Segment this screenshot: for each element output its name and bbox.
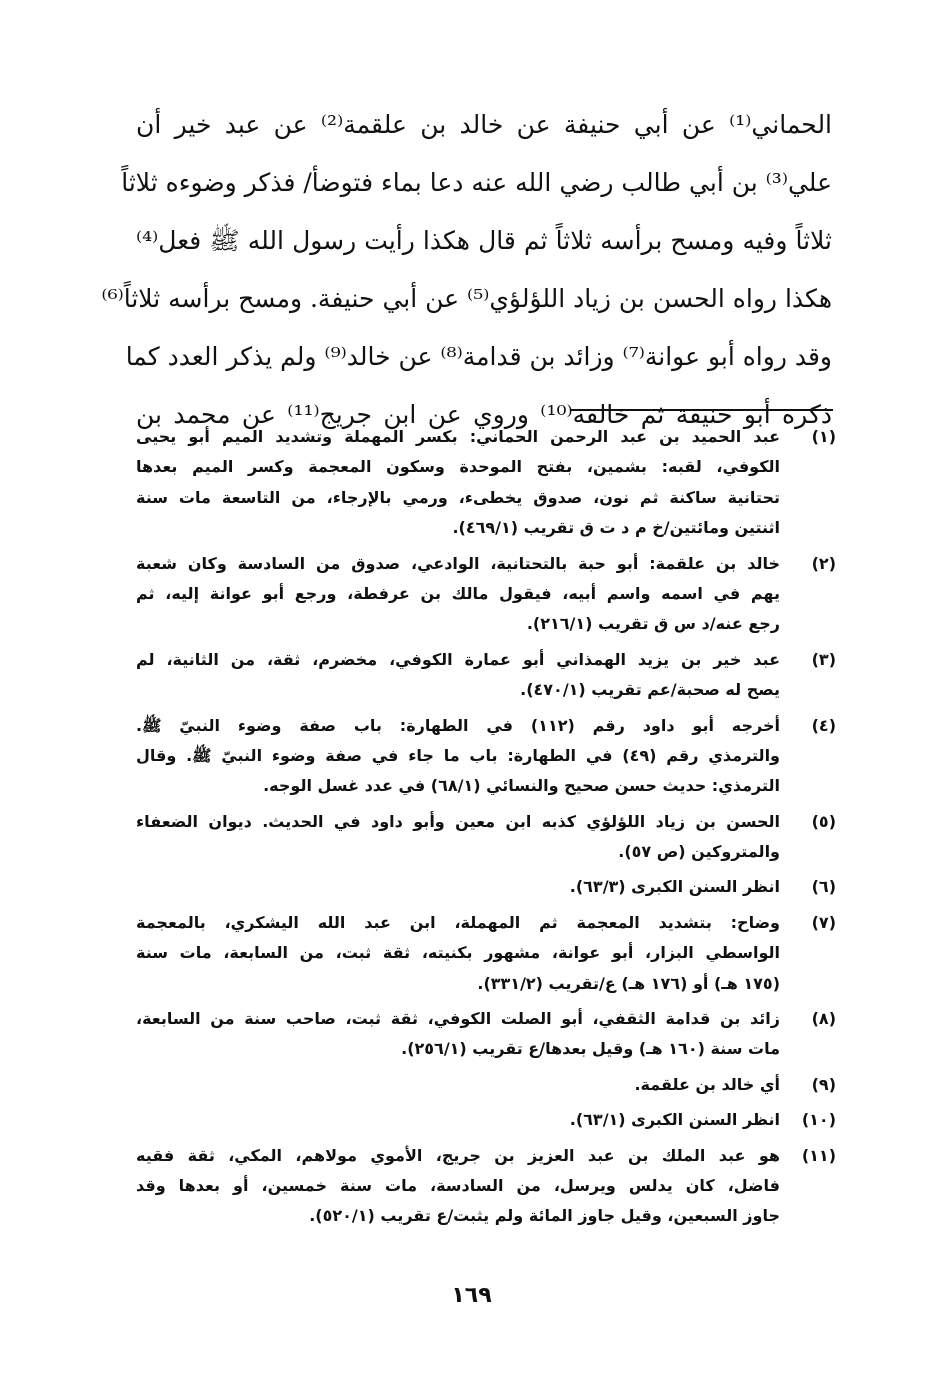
- footnote-line: والترمذي رقم (٤٩) في الطهارة: باب ما جاء في صفة وضوء النبيّ ﷺ. وقال: [136, 745, 780, 765]
- footnote: [136, 872, 836, 902]
- footnote-line: زائد بن قدامة الثقفي، أبو الصلت الكوفي، ثقة ثبت، صاحب سنة من السابعة،: [136, 1009, 780, 1029]
- footnote-line: هو عبد الملك بن عبد العزيز بن جريج، الأموي مولاهم، المكي، ثقة فقيه: [136, 1145, 780, 1165]
- footnote-line: يهم في اسمه واسم أبيه، فيقول مالك بن عرفطة، ورجع أبو عوانة إليه، ثم: [136, 583, 780, 603]
- footnote-line: فاضل، كان يدلس ويرسل، من السادسة، مات سنة خمسين، أو بعدها وقد: [136, 1175, 780, 1195]
- footnote-line: انظر السنن الكبرى (٦٣/٣).: [569, 877, 780, 897]
- footnote: [136, 807, 836, 868]
- footnote-line: عبد خير بن يزيد الهمذاني أبو عمارة الكوفي، مخضرم، ثقة، من الثانية، لم: [136, 649, 780, 669]
- footnote-number: (٣): [811, 649, 836, 669]
- footnote-line: يصح له صحبة/عم تقريب (٤٧٠/١).: [520, 680, 780, 700]
- body-line: الحماني⁽¹⁾ عن أبي حنيفة عن خالد بن علقمة⁽²⁾ عن عبد خير أن: [136, 110, 833, 139]
- footnotes-section: [136, 422, 836, 1237]
- footnote-line: الواسطي البزار، أبو عوانة، مشهور بكنيته، ثقة ثبت، من السابعة، مات سنة: [136, 943, 780, 963]
- footnote-line: والمتروكين (ص ٥٧).: [618, 842, 780, 862]
- footnote: [136, 1105, 836, 1135]
- footnote-line: أي خالد بن علقمة.: [634, 1074, 780, 1094]
- footnote-number: (١٠): [801, 1110, 836, 1130]
- footnote: [136, 1004, 836, 1065]
- footnote-line: خالد بن علقمة: أبو حبة بالتحتانية، الوادعي، صدوق من السادسة وكان شعبة: [136, 553, 780, 573]
- body-line: ذكره أبو حنيفة ثم خالفه⁽¹⁰⁾ وروي عن ابن جريج⁽¹¹⁾ عن محمد بن: [136, 400, 832, 429]
- footnote-line: عبد الحميد بن عبد الرحمن الحماني: بكسر المهملة وتشديد الميم أبو يحيى: [136, 427, 780, 446]
- footnote: [136, 549, 836, 640]
- page-number: ١٦٩: [451, 1283, 492, 1308]
- footnote-number: (٧): [811, 912, 836, 932]
- body-line: ثلاثاً وفيه ومسح برأسه ثلاثاً ثم قال هكذا رأيت رسول الله ﷺ فعل⁽⁴⁾: [136, 226, 832, 255]
- footnote-number: (١١): [801, 1145, 836, 1165]
- footnote-divider: [570, 409, 833, 411]
- footnote-line: اثنتين ومائتين/خ م د ت ق تقريب (٤٦٩/١).: [452, 518, 780, 538]
- footnote-number: (٦): [811, 877, 836, 897]
- footnote: [136, 645, 836, 706]
- footnote-number: (٤): [811, 715, 836, 735]
- footnote-number: (٢): [811, 553, 836, 573]
- footnote-line: الترمذي: حديث حسن صحيح والنسائي (٦٨/١) في عدد غسل الوجه.: [263, 776, 780, 796]
- footnote: [136, 711, 836, 802]
- footnote: [136, 908, 836, 999]
- footnote-number: (٨): [811, 1009, 836, 1029]
- footnote-line: الحسن بن زياد اللؤلؤي كذبه ابن معين وأبو داود في الحديث. ديوان الضعفاء: [136, 811, 780, 831]
- main-body-text: [101, 96, 833, 444]
- footnote-number: (٥): [811, 811, 836, 831]
- footnote: [136, 1141, 836, 1232]
- footnote-line: أخرجه أبو داود رقم (١١٢) في الطهارة: باب صفة وضوء النبيّ ﷺ.: [136, 715, 780, 735]
- footnote: [136, 422, 836, 544]
- footnote-line: انظر السنن الكبرى (٦٣/١).: [569, 1110, 780, 1130]
- footnote-line: رجع عنه/د س ق تقريب (٢١٦/١).: [526, 614, 780, 634]
- footnote-line: وضاح: بتشديد المعجمة ثم المهملة، ابن عبد الله اليشكري، بالمعجمة: [136, 912, 780, 932]
- footnote-number: (١): [811, 427, 836, 446]
- footnote-line: (١٧٥ هـ) أو (١٧٦ هـ) ع/تقريب (٣٣١/٢).: [477, 973, 780, 993]
- body-line: علي⁽³⁾ بن أبي طالب رضي الله عنه دعا بماء فتوضأ/ فذكر وضوءه ثلاثاً: [121, 168, 832, 197]
- footnote-line: جاوز السبعين، وقيل جاوز المائة ولم يثبت/ع تقريب (٥٢٠/١).: [309, 1206, 780, 1226]
- footnote-line: تحتانية ساكنة ثم نون، صدوق يخطىء، ورمي بالإرجاء، من التاسعة مات سنة: [136, 487, 780, 507]
- footnote-line: مات سنة (١٦٠ هـ) وقيل بعدها/ع تقريب (٢٥٦/١).: [401, 1039, 780, 1059]
- footnote-line: الكوفي، لقبه: بشمين، بفتح الموحدة وسكون المعجمة وكسر الميم بعدها: [136, 457, 780, 477]
- body-line: وقد رواه أبو عوانة⁽⁷⁾ وزائد بن قدامة⁽⁸⁾ عن خالد⁽⁹⁾ ولم يذكر العدد كما: [125, 342, 832, 371]
- footnote-number: (٩): [811, 1074, 836, 1094]
- footnote: [136, 1070, 836, 1100]
- body-line: هكذا رواه الحسن بن زياد اللؤلؤي⁽⁵⁾ عن أبي حنيفة. ومسح برأسه ثلاثاً⁽⁶⁾: [101, 284, 832, 313]
